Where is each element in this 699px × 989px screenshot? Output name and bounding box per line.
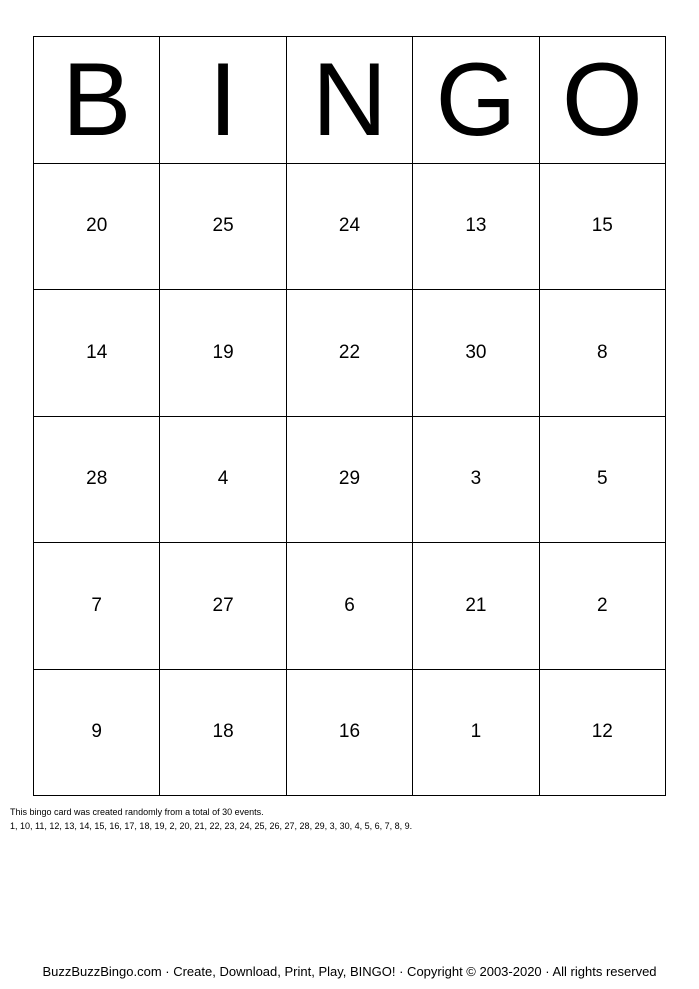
bingo-cell-r4-c5: 2 <box>540 543 666 670</box>
bingo-cell-r3-c3: 29 <box>287 417 413 544</box>
card-description: This bingo card was created randomly from a total of 30 events. <box>10 807 264 817</box>
events-list: 1, 10, 11, 12, 13, 14, 15, 16, 17, 18, 19, 2, 20, 21, 22, 23, 24, 25, 26, 27, 28, 29, 3, 30, 4, 5, 6, 7, 8, 9. <box>10 821 413 831</box>
header-letter-o: O <box>540 37 666 164</box>
bingo-cell-r3-c4: 3 <box>413 417 539 544</box>
bingo-cell-r2-c2: 19 <box>160 290 286 417</box>
bingo-cell-r4-c1: 7 <box>34 543 160 670</box>
bingo-cell-r5-c1: 9 <box>34 670 160 797</box>
bingo-card <box>33 36 666 796</box>
bingo-cell-r4-c2: 27 <box>160 543 286 670</box>
bingo-cell-r5-c3: 16 <box>287 670 413 797</box>
bingo-cell-r1-c3: 24 <box>287 164 413 291</box>
bingo-cell-r1-c4: 13 <box>413 164 539 291</box>
bingo-cell-r1-c5: 15 <box>540 164 666 291</box>
header-letter-i: I <box>160 37 286 164</box>
bingo-cell-r3-c2: 4 <box>160 417 286 544</box>
bingo-cell-r4-c4: 21 <box>413 543 539 670</box>
header-letter-g: G <box>413 37 539 164</box>
bingo-cell-r1-c1: 20 <box>34 164 160 291</box>
bingo-cell-r3-c1: 28 <box>34 417 160 544</box>
bingo-cell-r4-c3: 6 <box>287 543 413 670</box>
bingo-cell-r2-c1: 14 <box>34 290 160 417</box>
bingo-cell-r5-c5: 12 <box>540 670 666 797</box>
bingo-cell-r5-c2: 18 <box>160 670 286 797</box>
bingo-cell-r2-c4: 30 <box>413 290 539 417</box>
header-letter-b: B <box>34 37 160 164</box>
bingo-cell-r3-c5: 5 <box>540 417 666 544</box>
page-footer: BuzzBuzzBingo.com · Create, Download, Print, Play, BINGO! · Copyright © 2003-2020 · All rights reserved <box>42 964 657 979</box>
header-letter-n: N <box>287 37 413 164</box>
bingo-cell-r1-c2: 25 <box>160 164 286 291</box>
bingo-cell-r5-c4: 1 <box>413 670 539 797</box>
bingo-cell-r2-c3: 22 <box>287 290 413 417</box>
bingo-cell-r2-c5: 8 <box>540 290 666 417</box>
